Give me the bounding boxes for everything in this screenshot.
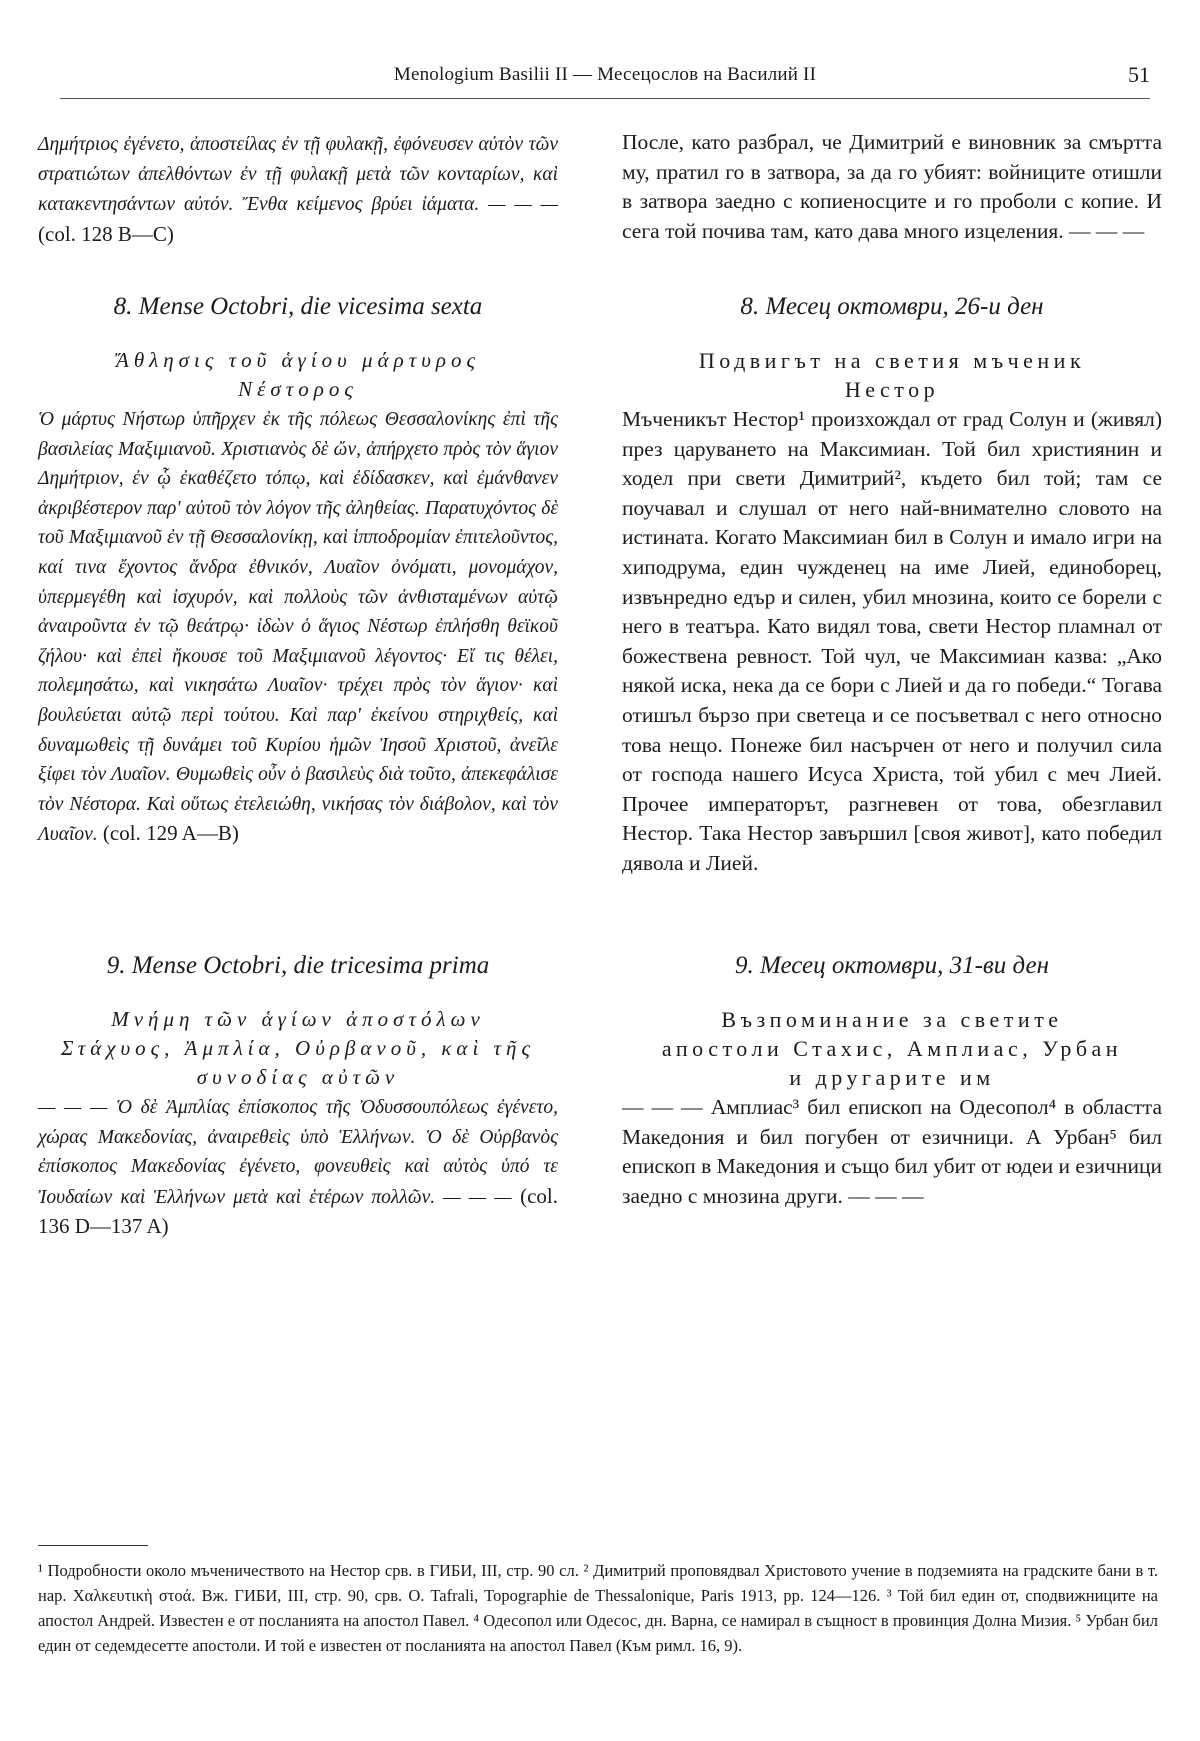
bulgarian-section-9-title-line: апостоли Стахис, Амплиас, Урбан [661,1036,1123,1061]
bulgarian-continuation [622,128,1162,246]
bulgarian-section-9-title [622,1005,1162,1092]
footnotes: ¹ Подробности около мъченичеството на Нестор срв. в ГИБИ, III, стр. 90 сл. ² Димитрий проповядвал Христовото учение в подземията на градските бани в т. нар. Χαλκευτικὴ στοά. Вж. ГИБИ, III, стр. 90, срв. O. Tafrali, Topographie de Thessalonique, Paris 1913, pp. 124—126. ³ Той бил един от, сподвижниците на апостол Андрей. Известен е от посланията на апостол Павел. ⁴ Одесопол или Одесос, дн. Варна, се намирал в същност в провинция Долна Мизия. ⁵ Урбан бил един от седемдесетте апостоли. И той е известен от посланията на апостол Павел (Към римл. 16, 9). [38,1561,1158,1655]
page-header [60,58,1150,98]
greek-section-8-title [38,346,558,404]
bulgarian-section-9-body [622,1093,1162,1211]
bulgarian-section-8-text: Мъченикът Нестор¹ произхождал от град Солун и (живял) през царуването на Максимиан. Той бил християнин и ходел при свети Димитрий², където бил той; там се поучавал и слушал от него най-внимателно словото на истината. Когато Максимиан бил в Солун и имало игри на хиподрума, един чужденец на име Лией, единоборец, извънредно едър и силен, убил мнозина, които се борели с него в театъра. Като видял това, свети Нестор пламнал от божествена ревност. Той чул, че Максимиан казва: „Ако някой иска, нека да се бори с Лией и да го победи.“ Тогава отишъл бързо при светеца и се посъветвал с него относно това нещо. Понеже бил насърчен от него и получил сила от господа нашего Исуса Христа, той убил с меч Лией. Прочее императорът, разгневен от това, обезглавил Нестор. Така Нестор завършил [своя живот], като победил дявола и Лией. [622,407,1162,875]
greek-section-9-cite: (col. 136 D—137 A) [38,1183,558,1239]
greek-section-9-body [38,1093,558,1243]
greek-section-8-text: Ὁ μάρτυς Νήστωρ ὑπῆρχεν ἐκ τῆς πόλεως Θεσσαλονίκης ἐπὶ τῆς βασιλείας Μαξιμιανοῦ. Χριστιανὸς δὲ ὤν, ἀπήρχετο πρὸς τὸν ἅγιον Δημήτριον, ἐν ᾧ ἐκαθέζετο τόπῳ, καὶ ἐδίδασκεν, καὶ ἐμάνθανεν ἀκριβέστερον παρ' αὐτοῦ τὸν λόγον τῆς ἀληθείας. Παρατυχόντος δὲ τοῦ Μαξιμιανοῦ ἐν τῇ Θεσσαλονίκῃ, καὶ ἱπποδρομίαν ἐπιτελοῦντος, καί τινα ἔχοντος ἄνδρα ἐθνικόν, Λυαῖον ὀνόματι, μονομάχον, ὑπερμεγέθη καὶ ἰσχυρόν, καὶ πολλοὺς τῶν ἀνθισταμένων αὐτῷ ἀναιροῦντα ἐν τῷ θεάτρῳ· ἰδὼν ὁ ἅγιος Νέστωρ ἐπλήσθη θεϊκοῦ ζήλου· καὶ ἐπεὶ ἤκουσε τοῦ Μαξιμιανοῦ λέγοντος· Εἴ τις θέλει, πολεμησάτω, καὶ νικησάτω Λυαῖον· τρέχει πρὸς τὸν ἅγιον· καὶ βουλεύεται αὐτῷ περὶ τούτου. Καὶ παρ' ἐκείνου στηριχθείς, καὶ δυναμωθεὶς τῇ δυνάμει τοῦ Κυρίου ἡμῶν Ἰησοῦ Χριστοῦ, ἀνεῖλε ξίφει τὸν Λυαῖον. Θυμωθεὶς οὖν ὁ βασιλεὺς διὰ τοῦτο, ἀπεκεφάλισε τὸν Νέστορα. Καὶ οὕτως ἐτελειώθη, νικήσας τὸν διάβολον, καὶ τὸν Λυαῖον. [38,409,558,846]
bulgarian-section-9-title-line: Възпоминание за светите [721,1007,1063,1032]
bulgarian-section-8-title-line: Подвигът на светия мъченик [698,348,1086,373]
greek-continuation [38,130,558,250]
bulgarian-section-9-text: — — — Амплиас³ бил епископ на Одесопол⁴ в областта Македония и бил погубен от езичници. А Урбан⁵ бил епископ в Македония и също бил убит от юдеи и езичници заедно с мнозина други. — — — [622,1095,1162,1208]
greek-section-8-title-line: Ἄθλησις τοῦ ἁγίου μάρτυρος [116,348,480,372]
bulgarian-section-9-title-line: и другарите им [789,1065,995,1090]
latin-section-8-heading: 8. Mense Octobri, die vicesima sexta [113,293,483,320]
greek-section-9-title [38,1005,558,1092]
bulgarian-section-8-heading: 8. Месец октомври, 26-и ден [740,293,1044,320]
greek-section-9-title-line: Στάχυος, Ἀμπλία, Οὐρβανοῦ, καὶ τῆς [60,1036,535,1060]
header-rule [60,98,1150,99]
greek-section-9-text: — — — Ὁ δὲ Ἀμπλίας ἐπίσκοπος τῆς Ὀδυσσουπόλεως ἐγένετο, χώρας Μακεδονίας, ἀναιρεθεὶς ὑπὸ Ἑλλήνων. Ὁ δὲ Οὐρβανὸς ἐπίσκοπος Μακεδονίας ἐγένετο, φονευθεὶς καὶ αὐτὸς ὑπό τε Ἰουδαίων καὶ Ἑλλήνων μετὰ καὶ ἑτέρων πολλῶν. — — — [38,1097,558,1208]
greek-continuation-cite: (col. 128 B—C) [38,221,174,246]
bulgarian-section-8-body [622,405,1162,879]
greek-continuation-text: Δημήτριος ἐγένετο, ἀποστείλας ἐν τῇ φυλακῇ, ἐφόνευσεν αὐτὸν τῶν στρατιώτων ἀπελθόντων ἐν τῇ φυλακῇ μετὰ τῶν κονταρίων, καὶ κατακεντησάντων αὐτόν. Ἔνθα κείμενος βρύει ἰάματα. — — — [38,134,558,216]
greek-section-8-title-line: Νέστορος [238,377,358,401]
bulgarian-continuation-text: После, като разбрал, че Димитрий е виновник за смъртта му, пратил го в затвора, за да го убият: войниците отишли в затвора заедно с копиеносците и го проболи с копие. И сега той почива там, като дава много изцеления. — — — [622,130,1162,243]
footnote-rule [38,1545,148,1546]
greek-section-8-body [38,405,558,850]
greek-section-8-cite: (col. 129 A—B) [97,821,239,846]
greek-section-9-title-line: Μνήμη τῶν ἁγίων ἀποστόλων [111,1007,485,1031]
latin-section-9-heading: 9. Mense Octobri, die tricesima prima [106,952,490,979]
page-number: 51 [1128,62,1150,87]
bulgarian-section-8-title [622,346,1162,404]
bulgarian-section-8-title-line: Нестор [844,377,940,402]
greek-section-9-title-line: συνοδίας αὐτῶν [196,1065,400,1089]
bulgarian-section-9-heading: 9. Месец октомври, 31-ви ден [734,952,1049,979]
running-title: Menologium Basilii II — Месецослов на Василий II [393,64,817,85]
